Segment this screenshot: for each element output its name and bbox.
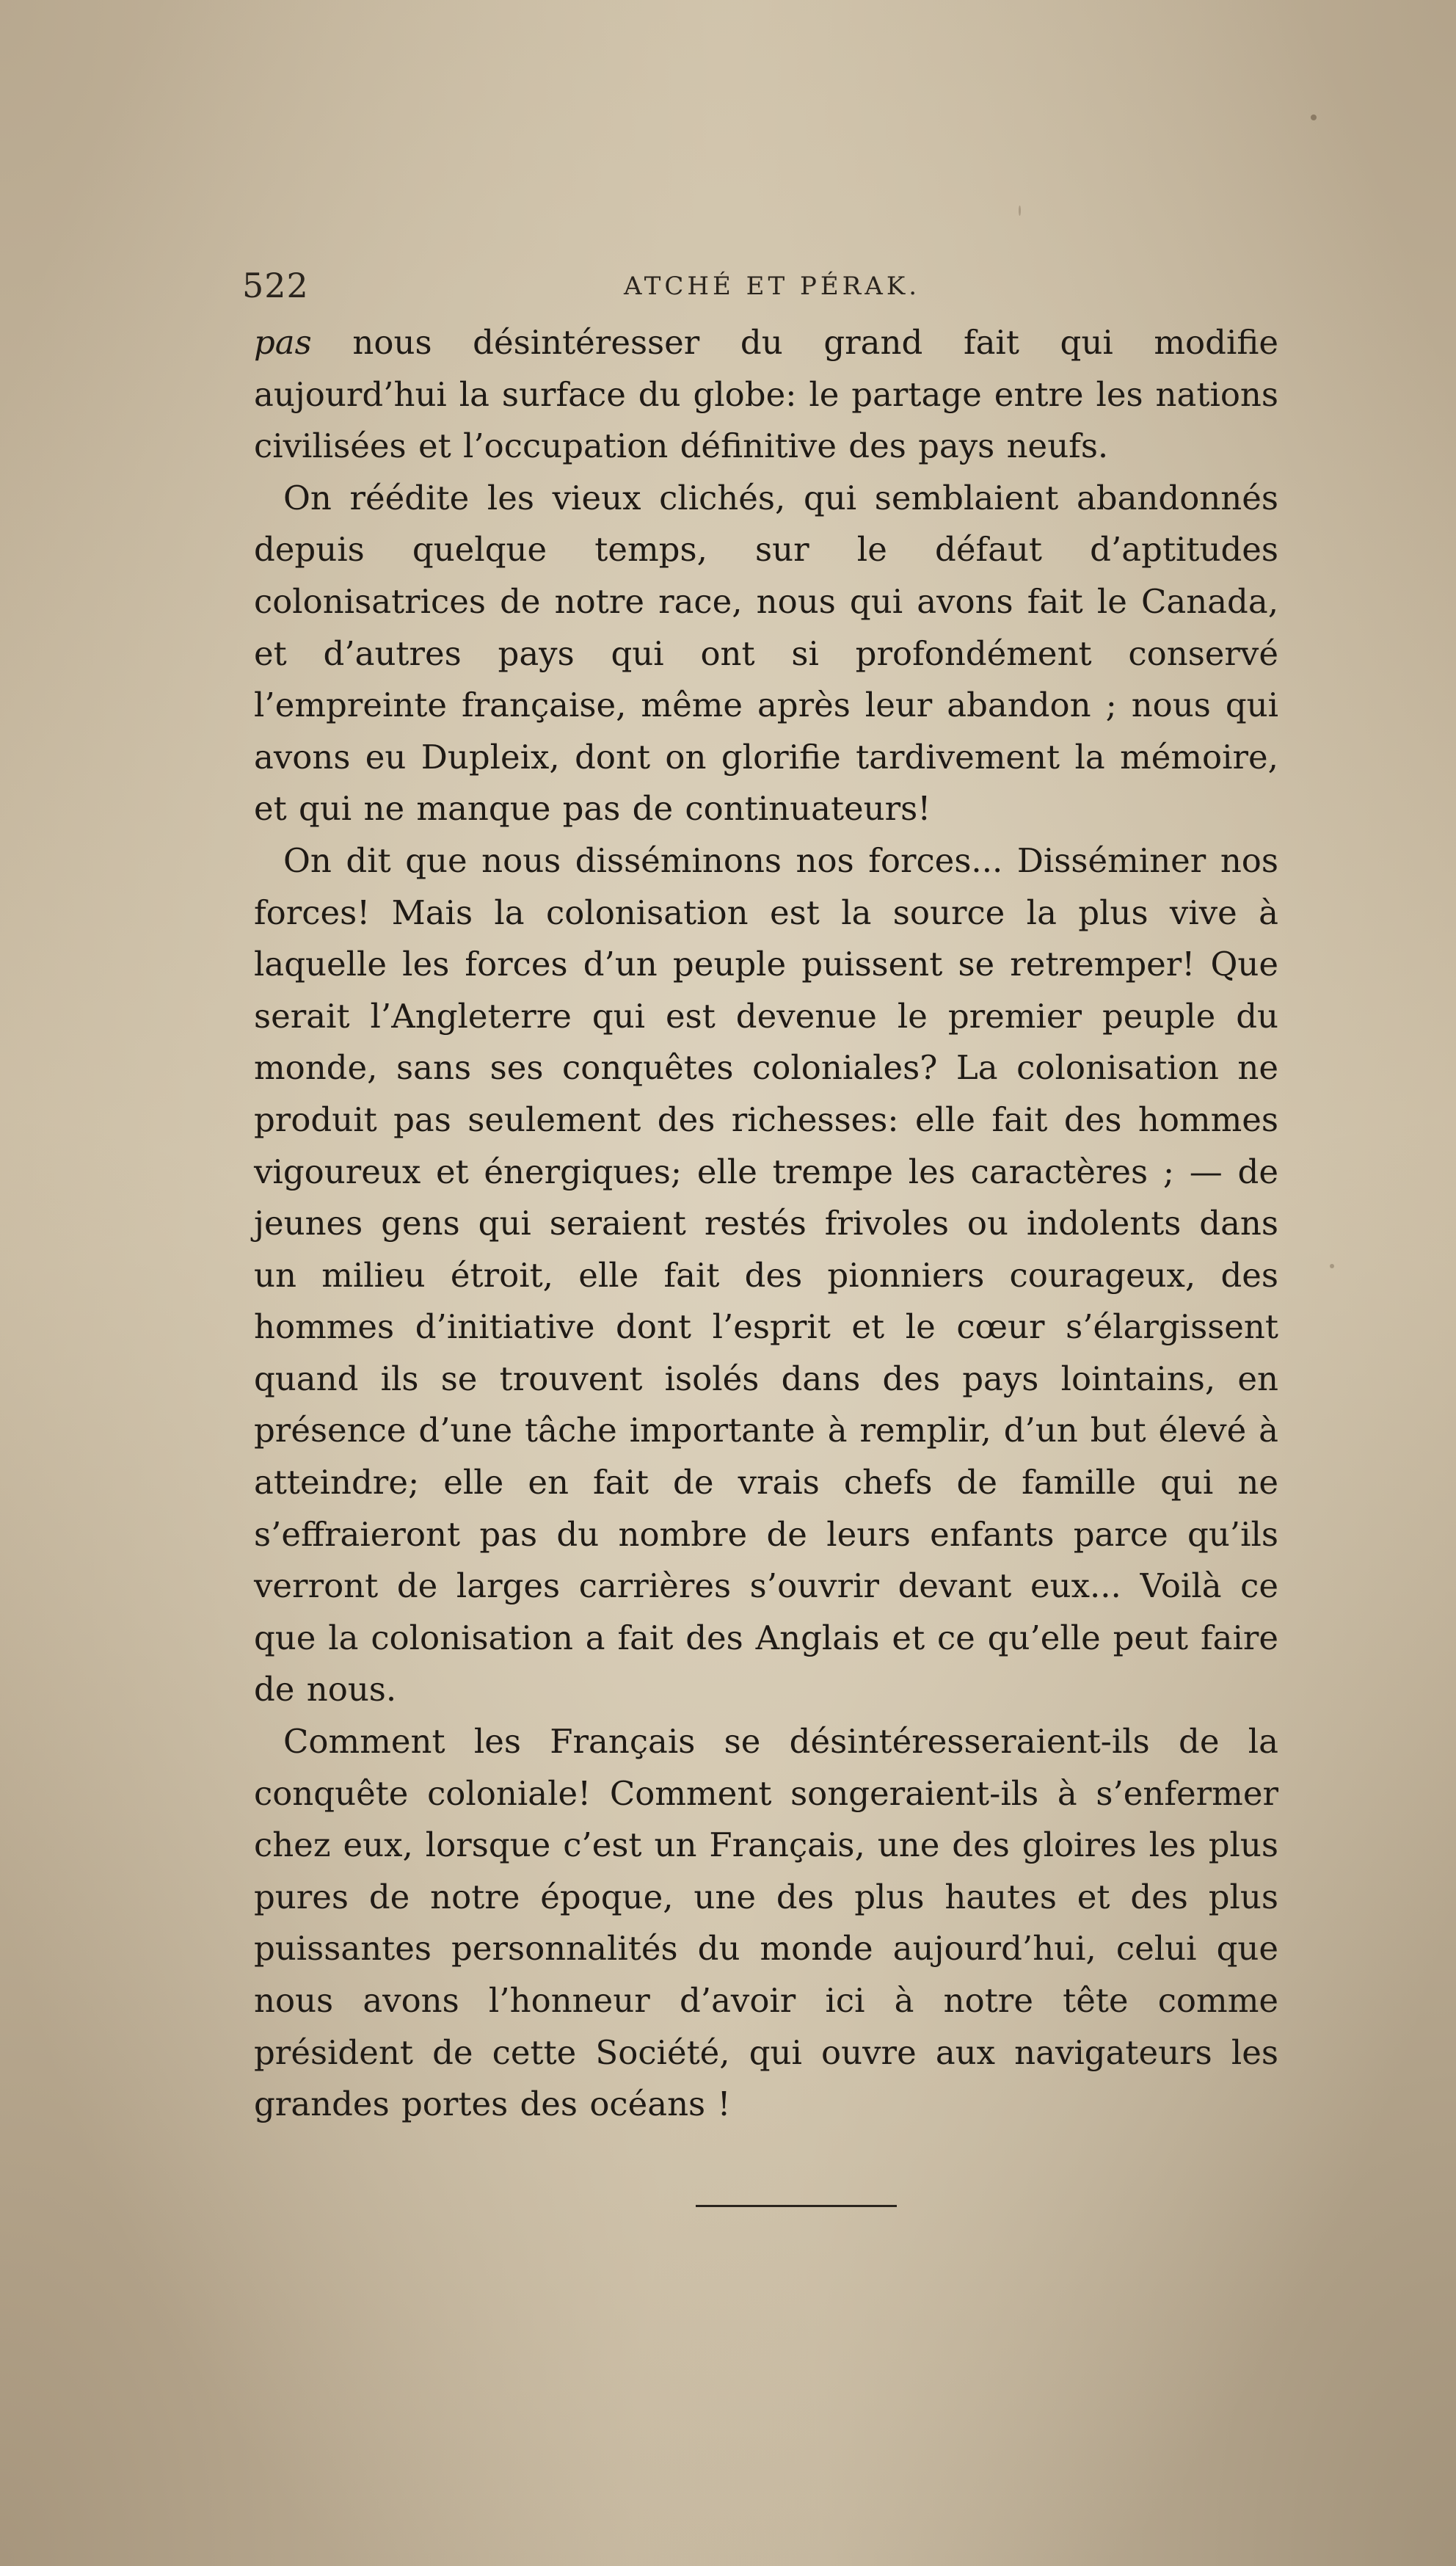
paragraph-1	[254, 317, 1278, 473]
page-number: 522	[242, 266, 309, 305]
paper-speck	[1330, 1264, 1334, 1268]
paragraph-3: On dit que nous disséminons nos forces... Disséminer nos forces! Mais la colonisation est la source la plus vive à laquelle les forces d’un peuple puissent se retremper! Que serait l’Angleterre qui est devenue le premier peuple du monde, sans ses conquêtes coloniales? La colonisation ne produit pas seulement des richesses: elle fait des hommes vigoureux et énergiques; elle trempe les caractères ; — de jeunes gens qui seraient restés frivoles ou indolents dans un milieu étroit, elle fait des pionniers courageux, des hommes d’initiative dont l’esprit et le cœur s’élargissent quand ils se trouvent isolés dans des pays lointains, en présence d’une tâche importante à remplir, d’un but élevé à atteindre; elle en fait de vrais chefs de famille qui ne s’effraieront pas du nombre de leurs enfants parce qu’ils verront de larges carrières s’ouvrir devant eux... Voilà ce que la colonisation a fait des Anglais et ce qu’elle peut faire de nous.	[254, 840, 1278, 1709]
paragraph-1-italic-start: pas	[254, 323, 312, 362]
paragraph-4: Comment les Français se désintéresseraient-ils de la conquête coloniale! Comment songeraient-ils à s’enfermer chez eux, lorsque c’est un Français, une des gloires les plus pures de notre époque, une des plus hautes et des plus puissantes personnalités du monde aujourd’hui, celui que nous avons l’honneur d’avoir ici à notre tête comme président de cette Société, qui ouvre aux navigateurs les grandes portes des océans !	[254, 1722, 1278, 2124]
paper-speck	[1019, 206, 1021, 216]
body-text	[254, 317, 1278, 2131]
running-head	[242, 266, 1284, 317]
paragraph-1-rest: nous désintéresser du grand fait qui modifie aujourd’hui la surface du globe: le partage entre les nations civilisées et l’occupation définitive des pays neufs.	[254, 323, 1278, 466]
closing-rule	[696, 2205, 897, 2207]
running-title: ATCHÉ ET PÉRAK.	[624, 272, 921, 301]
paper-speck	[1311, 115, 1317, 120]
paragraph-2: On réédite les vieux clichés, qui semblaient abandonnés depuis quelque temps, sur le défaut d’aptitudes colonisatrices de notre race, nous qui avons fait le Canada, et d’autres pays qui ont si profondément conservé l’empreinte française, même après leur abandon ; nous qui avons eu Dupleix, dont on glorifie tardivement la mémoire, et qui ne manque pas de continuateurs!	[254, 478, 1278, 829]
